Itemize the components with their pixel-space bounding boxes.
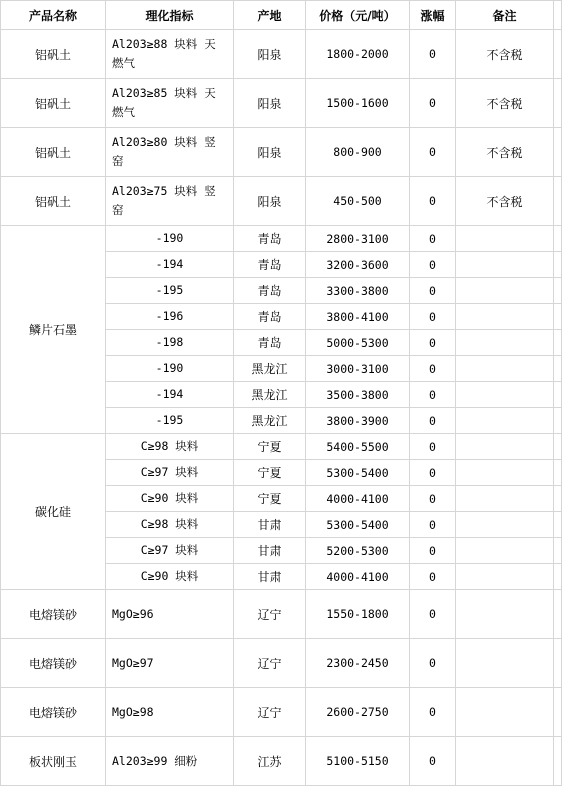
price-cell: 2800-3100: [306, 226, 410, 252]
table-body: [1, 30, 562, 786]
edge-cell: [554, 639, 562, 688]
edge-cell: [554, 486, 562, 512]
change-cell: 0: [410, 79, 456, 128]
spec-cell: Al203≥99 细粉: [106, 737, 234, 786]
origin-cell: 甘肃: [234, 538, 306, 564]
change-cell: 0: [410, 128, 456, 177]
table-row: [1, 128, 562, 177]
change-cell: 0: [410, 538, 456, 564]
price-cell: 5000-5300: [306, 330, 410, 356]
change-cell: 0: [410, 304, 456, 330]
origin-cell: 青岛: [234, 252, 306, 278]
note-cell: [456, 278, 554, 304]
note-cell: [456, 226, 554, 252]
spec-cell: MgO≥97: [106, 639, 234, 688]
note-cell: 不含税: [456, 128, 554, 177]
edge-cell: [554, 278, 562, 304]
spec-cell: C≥90 块料: [106, 564, 234, 590]
spec-cell: -190: [106, 356, 234, 382]
spec-cell: -195: [106, 278, 234, 304]
price-cell: 5300-5400: [306, 512, 410, 538]
product-name-cell: 铝矾土: [1, 128, 106, 177]
edge-cell: [554, 564, 562, 590]
spec-cell: C≥97 块料: [106, 460, 234, 486]
product-name-cell: 电熔镁砂: [1, 688, 106, 737]
change-cell: 0: [410, 590, 456, 639]
spec-cell: -196: [106, 304, 234, 330]
origin-cell: 青岛: [234, 304, 306, 330]
edge-cell: [554, 1, 562, 30]
change-cell: 0: [410, 512, 456, 538]
origin-cell: 阳泉: [234, 30, 306, 79]
edge-cell: [554, 460, 562, 486]
edge-cell: [554, 30, 562, 79]
spec-cell: C≥97 块料: [106, 538, 234, 564]
change-cell: 0: [410, 226, 456, 252]
table-row: [1, 688, 562, 737]
edge-cell: [554, 226, 562, 252]
spec-cell: C≥90 块料: [106, 486, 234, 512]
price-cell: 5300-5400: [306, 460, 410, 486]
price-cell: 3500-3800: [306, 382, 410, 408]
price-cell: 1550-1800: [306, 590, 410, 639]
note-cell: [456, 564, 554, 590]
note-cell: 不含税: [456, 30, 554, 79]
origin-cell: 辽宁: [234, 688, 306, 737]
change-cell: 0: [410, 639, 456, 688]
origin-cell: 青岛: [234, 330, 306, 356]
header-change: 涨幅: [410, 1, 456, 30]
spec-cell: Al203≥75 块料 竖窑: [106, 177, 234, 226]
change-cell: 0: [410, 278, 456, 304]
note-cell: [456, 590, 554, 639]
note-cell: [456, 356, 554, 382]
origin-cell: 甘肃: [234, 512, 306, 538]
price-cell: 3200-3600: [306, 252, 410, 278]
table-row: [1, 639, 562, 688]
note-cell: [456, 639, 554, 688]
note-cell: [456, 252, 554, 278]
edge-cell: [554, 434, 562, 460]
change-cell: 0: [410, 564, 456, 590]
origin-cell: 青岛: [234, 278, 306, 304]
spec-cell: C≥98 块料: [106, 512, 234, 538]
edge-cell: [554, 382, 562, 408]
edge-cell: [554, 590, 562, 639]
header-origin: 产地: [234, 1, 306, 30]
origin-cell: 阳泉: [234, 79, 306, 128]
price-cell: 5400-5500: [306, 434, 410, 460]
price-cell: 3000-3100: [306, 356, 410, 382]
change-cell: 0: [410, 688, 456, 737]
spec-cell: MgO≥96: [106, 590, 234, 639]
change-cell: 0: [410, 330, 456, 356]
note-cell: 不含税: [456, 177, 554, 226]
origin-cell: 青岛: [234, 226, 306, 252]
price-cell: 2300-2450: [306, 639, 410, 688]
product-name-cell: 铝矾土: [1, 79, 106, 128]
edge-cell: [554, 252, 562, 278]
origin-cell: 宁夏: [234, 486, 306, 512]
note-cell: [456, 460, 554, 486]
price-cell: 3800-3900: [306, 408, 410, 434]
table-row: [1, 177, 562, 226]
spec-cell: Al203≥88 块料 天燃气: [106, 30, 234, 79]
change-cell: 0: [410, 252, 456, 278]
header-price: 价格（元/吨）: [306, 1, 410, 30]
edge-cell: [554, 128, 562, 177]
change-cell: 0: [410, 408, 456, 434]
origin-cell: 江苏: [234, 737, 306, 786]
origin-cell: 黑龙江: [234, 382, 306, 408]
note-cell: [456, 538, 554, 564]
origin-cell: 宁夏: [234, 460, 306, 486]
note-cell: [456, 434, 554, 460]
spec-cell: -190: [106, 226, 234, 252]
table-row: [1, 737, 562, 786]
product-name-cell: 电熔镁砂: [1, 590, 106, 639]
note-cell: [456, 688, 554, 737]
spec-cell: -194: [106, 252, 234, 278]
edge-cell: [554, 408, 562, 434]
edge-cell: [554, 79, 562, 128]
product-name-cell: 板状刚玉: [1, 737, 106, 786]
origin-cell: 阳泉: [234, 177, 306, 226]
note-cell: [456, 408, 554, 434]
price-cell: 3800-4100: [306, 304, 410, 330]
change-cell: 0: [410, 177, 456, 226]
note-cell: [456, 737, 554, 786]
change-cell: 0: [410, 356, 456, 382]
note-cell: [456, 330, 554, 356]
note-cell: [456, 512, 554, 538]
edge-cell: [554, 737, 562, 786]
product-name-cell: 电熔镁砂: [1, 639, 106, 688]
price-cell: 450-500: [306, 177, 410, 226]
price-cell: 4000-4100: [306, 564, 410, 590]
change-cell: 0: [410, 486, 456, 512]
spec-cell: C≥98 块料: [106, 434, 234, 460]
note-cell: 不含税: [456, 79, 554, 128]
edge-cell: [554, 177, 562, 226]
header-row: [1, 1, 562, 30]
change-cell: 0: [410, 382, 456, 408]
edge-cell: [554, 512, 562, 538]
header-spec: 理化指标: [106, 1, 234, 30]
origin-cell: 黑龙江: [234, 356, 306, 382]
change-cell: 0: [410, 434, 456, 460]
table-row: [1, 30, 562, 79]
table-row: [1, 590, 562, 639]
header-product-name: 产品名称: [1, 1, 106, 30]
edge-cell: [554, 688, 562, 737]
price-cell: 1500-1600: [306, 79, 410, 128]
product-name-cell: 鳞片石墨: [1, 226, 106, 434]
table-row: [1, 434, 562, 460]
origin-cell: 甘肃: [234, 564, 306, 590]
edge-cell: [554, 538, 562, 564]
spec-cell: -195: [106, 408, 234, 434]
table-row: [1, 79, 562, 128]
spec-cell: Al203≥80 块料 竖窑: [106, 128, 234, 177]
edge-cell: [554, 356, 562, 382]
note-cell: [456, 382, 554, 408]
price-cell: 5200-5300: [306, 538, 410, 564]
spec-cell: -194: [106, 382, 234, 408]
price-cell: 5100-5150: [306, 737, 410, 786]
note-cell: [456, 486, 554, 512]
spec-cell: -198: [106, 330, 234, 356]
product-name-cell: 铝矾土: [1, 30, 106, 79]
origin-cell: 阳泉: [234, 128, 306, 177]
edge-cell: [554, 304, 562, 330]
origin-cell: 宁夏: [234, 434, 306, 460]
price-cell: 1800-2000: [306, 30, 410, 79]
change-cell: 0: [410, 460, 456, 486]
spec-cell: MgO≥98: [106, 688, 234, 737]
edge-cell: [554, 330, 562, 356]
change-cell: 0: [410, 30, 456, 79]
origin-cell: 辽宁: [234, 590, 306, 639]
origin-cell: 辽宁: [234, 639, 306, 688]
table-row: [1, 226, 562, 252]
spec-cell: Al203≥85 块料 天燃气: [106, 79, 234, 128]
product-name-cell: 碳化硅: [1, 434, 106, 590]
price-cell: 2600-2750: [306, 688, 410, 737]
note-cell: [456, 304, 554, 330]
header-note: 备注: [456, 1, 554, 30]
price-cell: 3300-3800: [306, 278, 410, 304]
product-name-cell: 铝矾土: [1, 177, 106, 226]
origin-cell: 黑龙江: [234, 408, 306, 434]
price-cell: 4000-4100: [306, 486, 410, 512]
price-cell: 800-900: [306, 128, 410, 177]
change-cell: 0: [410, 737, 456, 786]
